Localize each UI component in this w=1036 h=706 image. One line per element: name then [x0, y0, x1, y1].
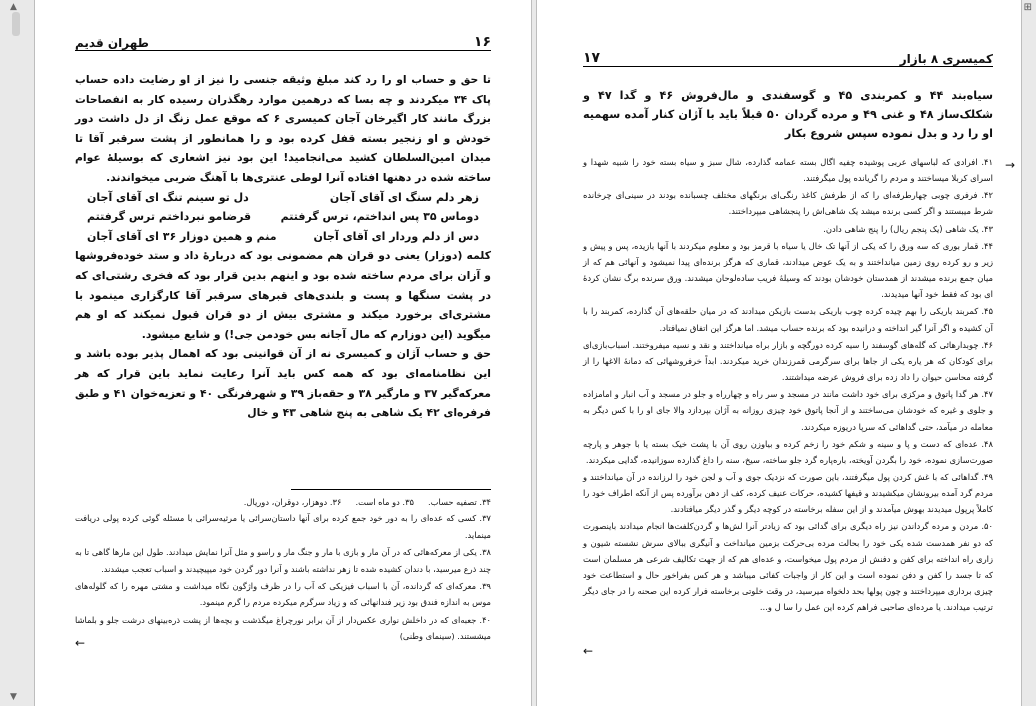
left-page: [34, 0, 532, 706]
paragraph: سیاه‌بند ۴۴ و کمربندی ۴۵ و گوسفندی و مال‌فروش ۴۶ و گدا ۴۷ و شکلک‌ساز ۴۸ و غنی ۴۹ و مرده گردان ۵۰ قبلاً باید با آژان کنار آمده سهمیه او را رد و بدل نموده سپس شروع بکار: [583, 89, 994, 140]
page-header: [75, 30, 491, 51]
footnote: ۴۹. گداهائی که با غش کردن پول میگرفتند، باین صورت که نزدیک جوی و آب و لجن خود را لرزانده در آن میانداختند و مردم گرد آمده بیرونشان میکشیدند و قیفها کشیده، حرکات عنیف کرده، کف از دهن برآورده پس از آنکه اطراف خود را کاملاً پرپول میدیدند بهوش میآمدند و از این سفله برخاسته در کوچه دیگر و گذر دیگر میافتادند.: [583, 471, 993, 515]
running-title: کمیسری ۸ بازار: [899, 52, 993, 66]
paragraph: کلمه (دوزار) یعنی دو قران هم مضمونی بود که دربارهٔ داد و ستد خوده‌فروشها و آزان برای مردم ساخته شده بود و اینهم بدین قرار بود که فخری رشتی‌ای که در پشت سنگها و پست و بلندی‌های قبرهای سرقبر آقا کارگزاری مینمود با مشتری‌ای برخورد میکند و مشتری بیش از دو قران قبول نمیکند که او هم میگوید (این دوزارم که مال آجانه بس خودمن جی!) و شایع میشود.: [75, 249, 491, 341]
verse-hemistich: دوماس ۳۵ پس انداختم، ترس گرفتتم: [280, 210, 479, 224]
footnotes: [583, 154, 993, 616]
footnote: ۴۶. چوبدارهائی که گله‌های گوسفند را سیه کرده دورگچه و بازار براه میانداختند و نقد و نسیه میفروختند. اسباب‌بازی‌ای برای کودکان که هر یاره یکی از جاها برای سرگرمی قمرزندان خرید میکردند. ابداً خرفروشهائی که دمانهٔ الاغها را از گرفته محاسن حیوان را داد زده برای فروش عرضه میداشتند.: [583, 339, 993, 383]
footnote: ۴۸. عده‌ای که دست و پا و سینه و شکم خود را زخم کرده و بیاوزن روی آن با پشت خیک بسته یا با جوهر و پارچه صورت‌سازی نموده، خود را بگردن آویخته، باره‌پاره گرد جلو ساخته، سیخ، سنه را داغ گذارده سوزانیده، گدایی میکردند.: [583, 438, 993, 465]
verse-block: [75, 188, 491, 247]
main-text: [75, 70, 491, 423]
footnote: ۳۵. دو ماه است.: [355, 497, 414, 507]
continuation-arrow-icon: ←: [583, 644, 594, 658]
scroll-down-icon[interactable]: ▼: [10, 692, 17, 702]
continuation-arrow-icon: ←: [75, 636, 86, 650]
arrow-marker-icon: →: [1004, 158, 1015, 172]
footnote: ۴۴. قمار بوری که سه ورق را که یکی از آنها تک خال یا سیاه با قرمز بود و معلوم میکردند با آنها بازیده، پس و پیش و زیر و رو کرده روی زمین میانداختند و به یک عوض میدادند، قماری که هرگز برنده‌ای پیدا نمیشود و آنهائی هم که از میان جمع برنده میشدند از همدستان خودشان بودند که وسیلهٔ فریب ساده‌لوحان میشدند. ورق سرنده برگ نشان کردهٔ ای بود که فقط خود آنها میدیدند.: [583, 240, 993, 300]
verse-line: [75, 227, 491, 247]
footnote: ۳۷. کسی که عده‌ای را به دور خود جمع کرده برای آنها داستان‌سرائی یا مرثیه‌سرائی با مسئله گوئی کرده پولی دریافت مینماید.: [75, 513, 491, 540]
footnote: ۳۹. معرکه‌ای که گردانده، آن با اسباب فیزیکی که آب را در ظرف واژگون نگاه میداشت و مشتی مهره را که گلوله‌های موس به اندازه فندق بود زیر فندانهائی که و زیاد سرگرم میکرده مردم را گرم مینمود.: [75, 581, 491, 608]
footnote: ۴۱. افرادی که لباسهای عربی پوشیده چفیه اگال بسته عمامه گذارده، شال سبز و سیاه بسته خود را شبیه شهدا و اسرای کربلا میساختند و مردم را گریانده پول میگرفتند.: [583, 157, 993, 184]
verse-hemistich: زهر دلم سنگ ای آقای آجان: [329, 190, 479, 204]
verse-line: [75, 207, 491, 227]
window-menu-icon[interactable]: ⊞: [1023, 2, 1032, 13]
footnote: ۳۴. تصفیه حساب.: [428, 497, 491, 507]
footnote: ۵۰. مردن و مرده گرداندن نیز راه دیگری برای گدائی بود که زیادتر آنرا لش‌ها و گردن‌کلفت‌ها انجام میدادند باینصورت که دو نفر همدست شده یکی خود را بحالت مرده بی‌حرکت بزمین میانداخت و آنیگری ببالای سرش نشسته شیون و زاری راه انداخته برای کفن و دفنش از مردم پول میخواست، و عده‌ای هم که از جهت تکالیف شرعی هر مسلمان است که تا جسد را کفن و دفن نموده است و این کار از واجبات کفائی میباشد و هر کس بفراخور حال و استطاعت خود چیزی برداری میپرداختند و چون پولها بحد دلخواه میرسید، در وقت خلوتی برخاسته فرار کرده این صحنه را در جای دیگر ترتیب میدادند. یا مرده‌ای صاحبی فراهم کرده این عمل را سا ل و...: [583, 521, 993, 613]
page-number: ۱۶: [473, 34, 491, 50]
footnote: ۴۲. فرفری چوبی چهارطرفه‌ای را که از طرفش کاغذ رنگی‌ای برنگهای مختلف چسبانده بودند در سینی‌ای چرخانده شرط میبستند و اگر کسی برنده میشد یک شاهی‌اش را پنجشاهی میپرداختند.: [583, 190, 993, 217]
footnote-divider: [291, 489, 491, 490]
window-scrollbar[interactable]: [2, 0, 30, 706]
verse-hemistich: دس از دلم وردار ای آقای آجان: [313, 229, 479, 243]
footnote: ۳۸. یکی از معرکه‌هائی که در آن مار و بازی با مار و جنگ مار و راسو و مثل آنرا نمایش میدادند. طول این مارها گاهی تا به چند ذرع میرسید، با دندان کشیده شده تا زهر نداشته باشند و آنرا دور گردن خود میپیچیدند و اسباب تعجب میشدند.: [75, 547, 491, 574]
paragraph: تا حق و حساب او را رد کند مبلغ وثیقه جنسی را نیز از او رضایت داده حساب پاک ۳۴ میکردند و چه بسا که درهمین موارد رهگذران رسیده کار به انفصاحات بزرگ مانند کار اگیرخان آجان کمیسری ۶ که موقع عمل زنگ از دل داشت دور خودش و او زنجیر بسته قفل کرده بود و را همانطور از پشت سرقبر آقا تا میدان امین‌السلطان کشید می‌انجامید! این بود نیز اشعاری که بوسیلهٔ عوام ساخته شده در دهنها افتاده آنرا لوطی عنتری‌ها با آهنگ ضربی میخواندند.: [75, 73, 491, 184]
paragraph: حق و حساب آژان و کمیسری نه از آن قوانینی بود که اهمال پذیر بوده باشد و این نظامنامه‌ای بود که همه کس باید آنرا رعایت نماید باین قرار که هر معرکه‌گیر ۳۷ و مارگیر ۳۸ و حقه‌باز ۳۹ و شهرفرنگی ۴۰ و تعزیه‌خوان ۴۱ و طبق فرفره‌ای ۴۲ یک شاهی به پنج شاهی ۴۳ و خال: [75, 347, 491, 420]
verse-hemistich: دل تو سینم تنگ ای آقای آجان: [87, 190, 249, 204]
scrollbar-thumb[interactable]: [12, 12, 20, 36]
running-title: طهران قدیم: [75, 36, 149, 50]
verse-hemistich: منم و همین دوزار ۳۶ ای آقای آجان: [87, 229, 277, 243]
footnote: ۴۳. یک شاهی (یک پنجم ریال) را پنج شاهی دادن.: [823, 223, 993, 234]
main-text: [583, 86, 993, 143]
footnote: ۴۰. جعبه‌ای که در داخلش نواری عکس‌دار از آن برابر نورچراغ میگذشت و بچه‌ها از پشت ذره‌بینهای درشت جلو و بلماشا میشستند. (سینمای وطنی): [75, 614, 491, 642]
verse-line: [75, 188, 491, 208]
verse-hemistich: قرضامو نبرداختم ترس گرفتتم: [87, 210, 252, 224]
footnote-row: [75, 494, 491, 510]
right-page: [536, 0, 1022, 706]
page-number: ۱۷: [583, 50, 601, 66]
footnote: ۴۵. کمربند باریکی را بهم چیده کرده چوب باریکی بدست بازیکن میدادند که در میان حلقه‌های آن گذارده، کمربند را با آن کشیده و اگر آنرا گیر انداخته و درانیده بود که برنده حساب میشد. اما هرگز این اتفاق نمیافتاد.: [583, 306, 993, 333]
page-header: [583, 46, 993, 67]
footnote: ۳۶. دوهزار، دوقران، دوریال.: [243, 497, 342, 507]
footnotes: [75, 494, 491, 646]
scroll-up-icon[interactable]: ▲: [10, 2, 17, 12]
footnote: ۴۷. هر گدا پاتوق و مرکزی برای خود داشت مانند در مسجد و سر راه و چهارراه و جلو در مسجد و آب انبار و امامزاده و جلوی و غیره که خودشان می‌ساختند و از آنجا پاتوق خود چیزی روزانه به آژان بپردازد والا جای او را با کس دیگر به معامله در میآمد، حتی گداهائی که سرپا دریوزه میکردند.: [583, 389, 993, 432]
